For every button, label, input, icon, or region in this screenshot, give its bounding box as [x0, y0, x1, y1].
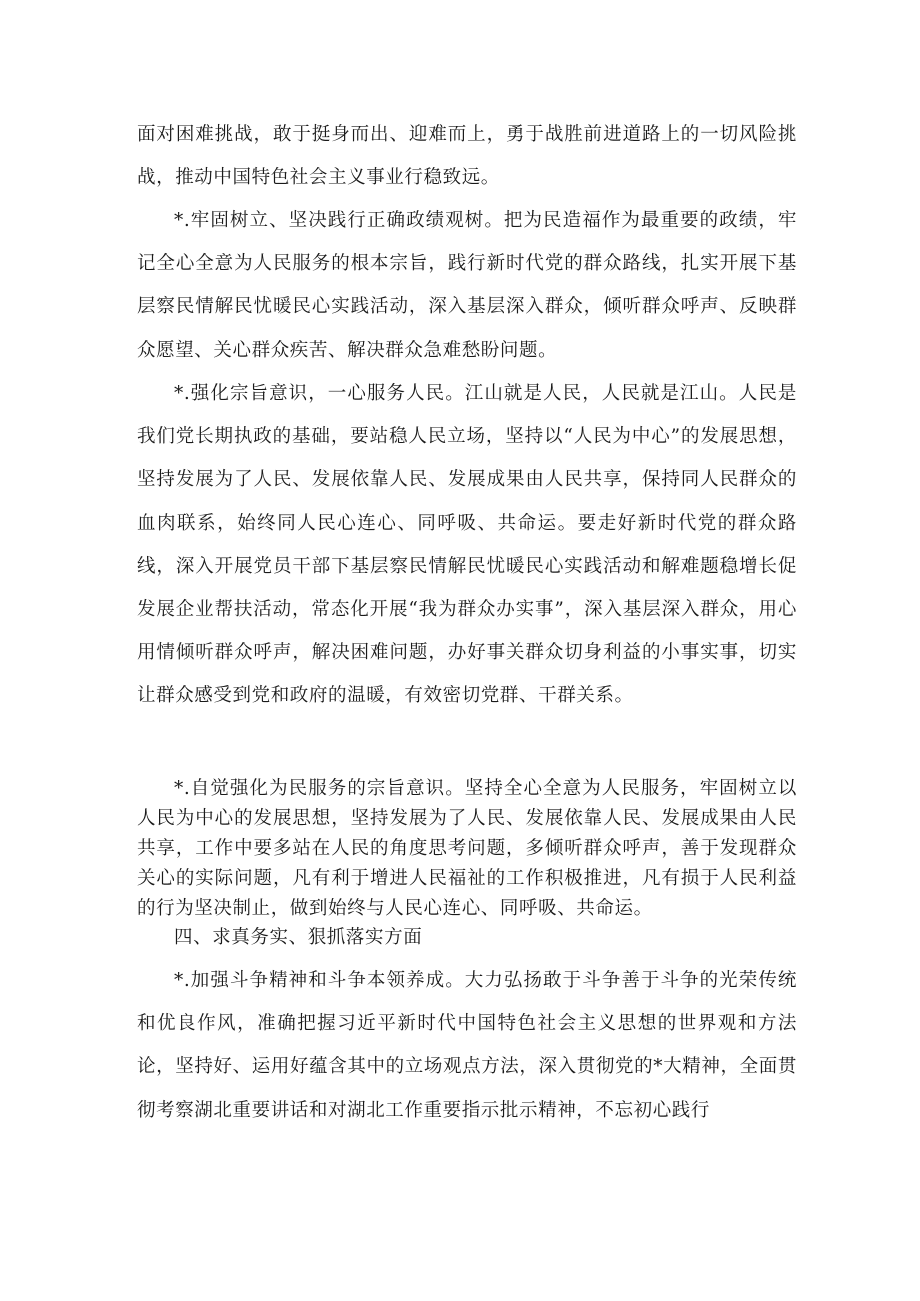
- paragraph-serve-the-people: *.强化宗旨意识，一心服务人民。江山就是人民，人民就是江山。人民是我们党长期执政的基础，要站稳人民立场，坚持以“人民为中心”的发展思想，坚持发展为了人民、发展依靠人民、发展成果由人民共享，保持同人民群众的血肉联系，始终同人民心连心、同呼吸、共命运。要走好新时代党的群众路线，深入开展党员干部下基层察民情解民忧暖民心实践活动和解难题稳增长促发展企业帮扶活动，常态化开展“我为群众办实事”，深入基层深入群众，用心用情倾听群众呼声，解决困难问题，办好事关群众切身利益的小事实事，切实让群众感受到党和政府的温暖，有效密切党群、干群关系。: [137, 383, 797, 707]
- paragraph-service-purpose-awareness: *.自觉强化为民服务的宗旨意识。坚持全心全意为人民服务，牢固树立以人民为中心的发展思想，坚持发展为了人民、发展依靠人民、发展成果由人民共享，工作中要多站在人民的角度思考问题，多倾听群众呼声，善于发现群众关心的实际问题，凡有利于增进人民福祉的工作积极推进，凡有损于人民利益的行为坚决制止，做到始终与人民心连心、同呼吸、共命运。: [137, 778, 797, 919]
- paragraph-risk-challenge-continuation: 面对困难挑战，敢于挺身而出、迎难而上，勇于战胜前进道路上的一切风险挑战，推动中国特色社会主义事业行稳致远。: [137, 124, 797, 189]
- section-heading-seek-truth-implement: 四、求真务实、狠抓落实方面: [174, 927, 423, 948]
- paragraph-fighting-spirit: *.加强斗争精神和斗争本领养成。大力弘扬敢于斗争善于斗争的光荣传统和优良作风，准确把握习近平新时代中国特色社会主义思想的世界观和方法论，坚持好、运用好蕴含其中的立场观点方法，深入贯彻党的*大精神，全面贯彻考察湖北重要讲话和对湖北工作重要指示批示精神，不忘初心践行: [137, 970, 797, 1121]
- paragraph-correct-performance-view: *.牢固树立、坚决践行正确政绩观树。把为民造福作为最重要的政绩，牢记全心全意为人民服务的根本宗旨，践行新时代党的群众路线，扎实开展下基层察民情解民忧暖民心实践活动，深入基层深入群众，倾听群众呼声、反映群众愿望、关心群众疾苦、解决群众急难愁盼问题。: [137, 210, 797, 361]
